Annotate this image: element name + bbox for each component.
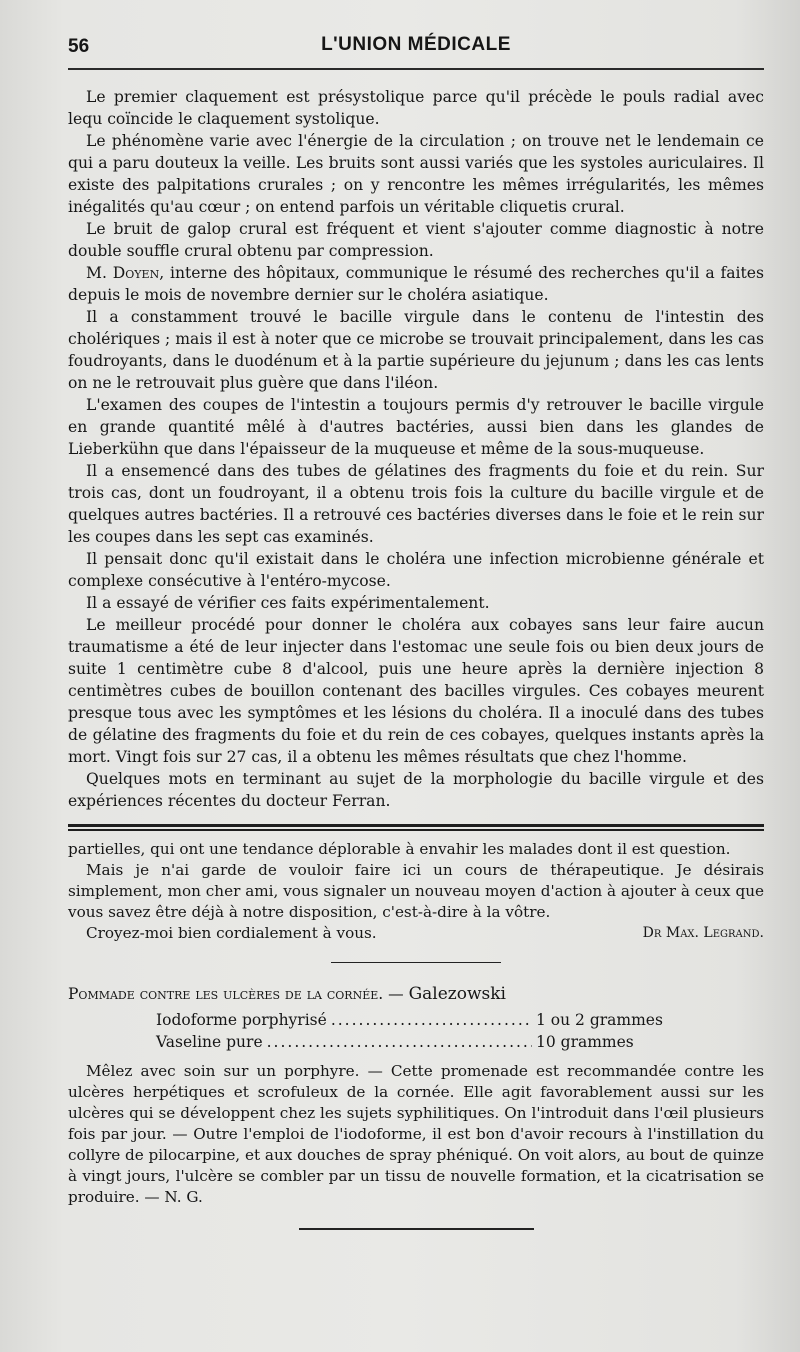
paragraph: Le bruit de galop crural est fréquent et vient s'ajouter comme diagnostic à notre double souffle crural obtenu par compression. [68,220,764,260]
running-title: L'UNION MÉDICALE [321,34,511,55]
author-name: M. Doyen [86,264,160,282]
ingredient-name: Vaseline pure [156,1033,263,1051]
page-number: 56 [68,36,90,57]
paragraph: partielles, qui ont une tendance déplorable à envahir les malades dont il est question. [68,840,731,858]
header-rule [68,68,764,70]
paragraph: Quelques mots en terminant au sujet de la morphologie du bacille virgule et des expériences récentes du docteur Ferran. [68,770,764,810]
paragraph: Le phénomène varie avec l'énergie de la circulation ; on trouve net le lendemain ce qui a paru douteux la veille. Les bruits sont aussi variés que les systoles auriculaires. Il existe des palpitations crurales ; on y rencontre les mêmes irrégularités, les mêmes inégalités qu'au cœur ; on entend parfois un véritable cliquetis crural. [68,132,764,216]
paragraph: Mais je n'ai garde de vouloir faire ici un cours de thérapeutique. Je désirais simplement, mon cher ami, vous signaler un nouveau moyen d'action à ajouter à ceux que vous savez être déjà à notre disposition, c'est-à-dire à la vôtre. [68,861,764,921]
paragraph: Il a ensemencé dans des tubes de gélatines des fragments du foie et du rein. Sur trois cas, dont un foudroyant, il a obtenu trois fois la culture du bacille virgule et de quelques autres bactéries. Il a retrouvé ces bactéries diverses dans le foie et le rein sur les coupes dans les sept cas examinés. [68,462,764,546]
paragraph: Le meilleur procédé pour donner le choléra aux cobayes sans leur faire aucun traumatisme a été de leur injecter dans l'estomac une seule fois ou bien deux jours de suite 1 centimètre cube 8 d'alcool, puis une heure après la dernière injection 8 centimètres cubes de bouillon contenant des bacilles virgules. Ces cobayes meurent presque tous avec les symptômes et les lésions du choléra. Il a inoculé dans des tubes de gélatine des fragments du foie et du rein de ces cobayes, quelques instants après la mort. Vingt fois sur 27 cas, il a obtenu les mêmes résultats que chez l'homme. [68,616,764,766]
ingredient-row [156,1009,676,1031]
paragraph: Il pensait donc qu'il existait dans le choléra une infection microbienne générale et complexe consécutive à l'entéro-mycose. [68,550,764,590]
leader-dots [267,1031,532,1053]
recipe-text: Mêlez avec soin sur un porphyre. — Cette promenade est recommandée contre les ulcères herpétiques et scrofuleux de la cornée. Elle agit favorablement aussi sur les ulcères qui se développent chez les sujets syphilitiques. On l'introduit dans l'œil plusieurs fois par jour. — Outre l'emploi de l'iodoforme, il est bon d'avoir recours à l'instillation du collyre de pilocarpine, et aux douches de spray phéniqué. On voit alors, au bout de quinze à vingt jours, l'ulcère se combler par un tissu de nouvelle formation, et la cicatrisation se produire. — N. G. [68,1062,764,1206]
paragraph: L'examen des coupes de l'intestin a toujours permis d'y retrouver le bacille virgule en grande quantité mêlé à d'autres bactéries, aussi bien dans les glandes de Lieberkühn que dans l'épaisseur de la muqueuse et même de la sous-muqueuse. [68,396,764,458]
footer-rule [299,1228,534,1230]
signature: Dr Max. Legrand. [642,925,764,941]
ingredient-quantity: 1 ou 2 grammes [536,1011,663,1029]
paragraph [68,262,764,306]
paragraph: Le premier claquement est présystolique parce qu'il précède le pouls radial avec lequ coïncide le claquement systolique. [68,88,764,128]
section-double-rule [68,824,764,831]
recipe-author: Galezowski [408,984,506,1004]
paragraph: Il a constamment trouvé le bacille virgule dans le contenu de l'intestin des cholériques ; mais il est à noter que ce microbe se trouvait principalement, dans les cas foudroyants, dans le duodénum et à la partie supérieure du jejunum ; dans les cas lents on ne le retrouvait plus guère que dans l'iléon. [68,308,764,392]
ingredient-quantity: 10 grammes [536,1033,634,1051]
paragraph: Il a essayé de vérifier ces faits expérimentalement. [86,594,490,612]
leader-dots [331,1009,532,1031]
letter-continuation [68,839,764,944]
recipe-title-text: Pommade contre les ulcères de la cornée. — [68,985,409,1003]
separator-rule [331,962,501,963]
recipe-section [68,983,764,1208]
closing-text: Croyez-moi bien cordialement à vous. [86,924,377,942]
ingredient-name: Iodoforme porphyrisé [156,1011,327,1029]
closing-line [68,923,764,944]
page-header [68,0,764,62]
recipe-title [68,983,764,1005]
ingredient-list [156,1009,676,1053]
article-body [68,86,764,812]
paragraph-text: , interne des hôpitaux, communique le résumé des recherches qu'il a faites depuis le mois de novembre dernier sur le choléra asiatique. [68,264,764,304]
ingredient-row [156,1031,676,1053]
